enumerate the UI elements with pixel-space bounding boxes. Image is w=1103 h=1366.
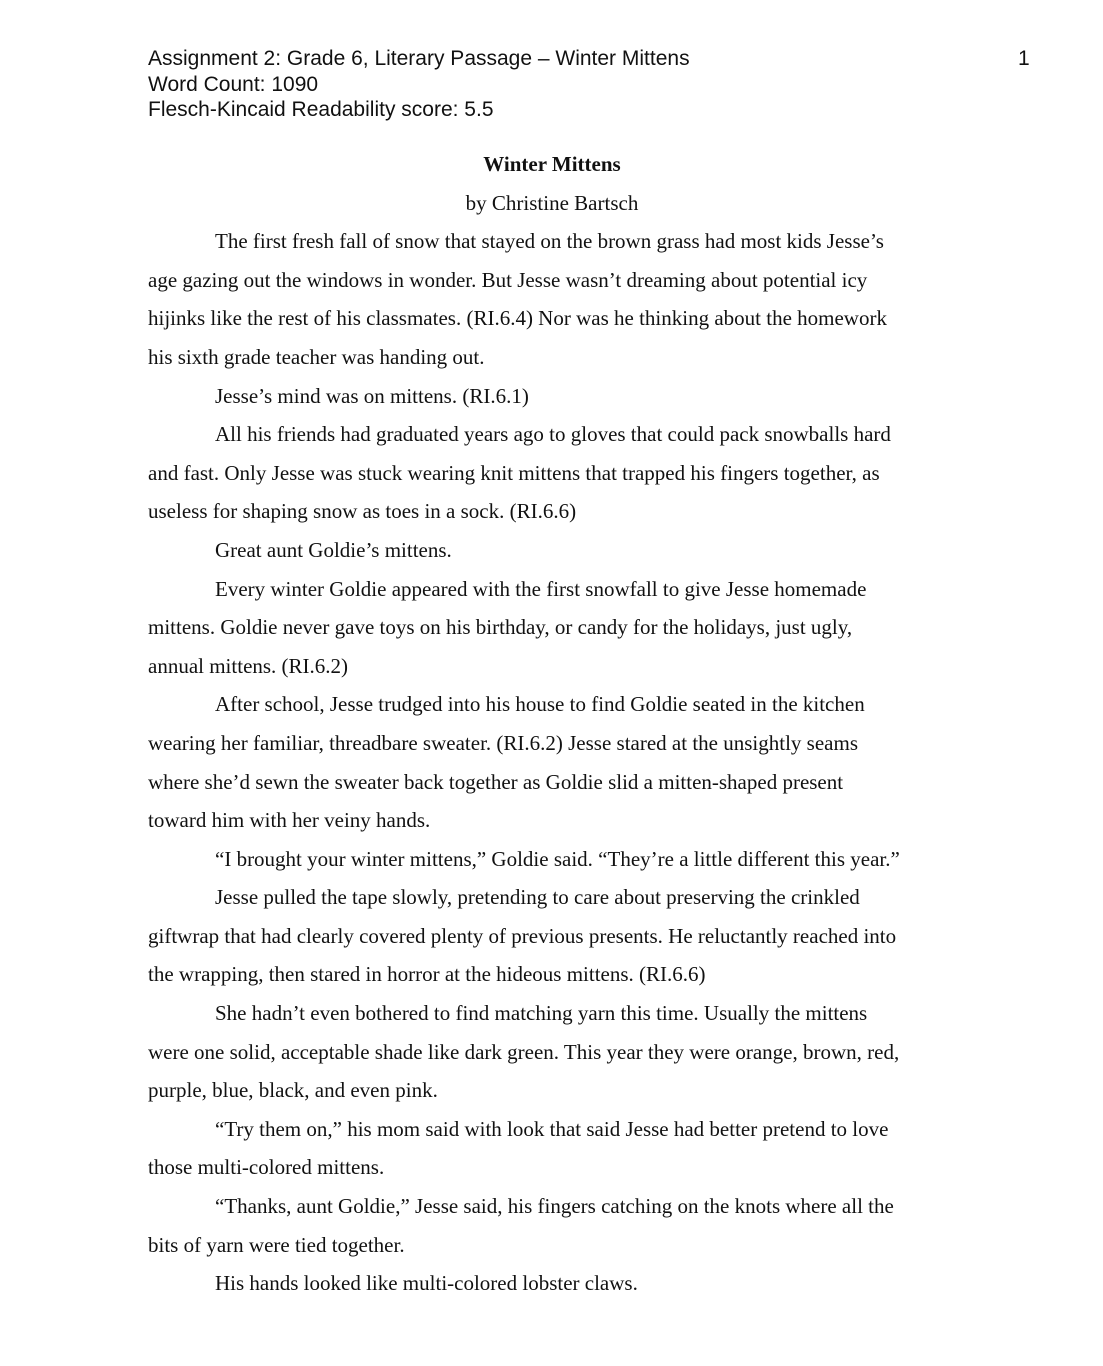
paragraph: “Thanks, aunt Goldie,” Jesse said, his fingers catching on the knots where all the bits of yarn were tied together. — [148, 1194, 894, 1257]
story-byline: by Christine Bartsch — [465, 190, 639, 215]
paragraph: “I brought your winter mittens,” Goldie said. “They’re a little different this year.” — [215, 846, 900, 871]
paragraph: Jesse pulled the tape slowly, pretending to care about preserving the crinkled giftwrap that had clearly covered plenty of previous presents. He reluctantly reached into the wrapping, then stared in horror at the hideous mittens. (RI.6.6) — [148, 885, 897, 987]
paragraph: Every winter Goldie appeared with the first snowfall to give Jesse homemade mittens. Goldie never gave toys on his birthday, or candy for the holidays, just ugly, annual mittens. (RI.6.2) — [148, 576, 867, 678]
paragraph: All his friends had graduated years ago to gloves that could pack snowballs hard and fast. Only Jesse was stuck wearing knit mittens that trapped his fingers together, as useless for shaping snow as toes in a sock. (RI.6.6) — [148, 422, 891, 524]
paragraph: The first fresh fall of snow that stayed on the brown grass had most kids Jesse’s age gazing out the windows in wonder. But Jesse wasn’t dreaming about potential icy hijinks like the rest of his classmates. (RI.6.4) Nor was he thinking about the homework his sixth grade teacher was handing out. — [148, 229, 887, 369]
paragraph: She hadn’t even bothered to find matching yarn this time. Usually the mittens were one solid, acceptable shade like dark green. This year they were orange, brown, red, purple, blue, black, and even pink. — [148, 1001, 900, 1103]
paragraph: After school, Jesse trudged into his house to find Goldie seated in the kitchen wearing her familiar, threadbare sweater. (RI.6.2) Jesse stared at the unsightly seams where she’d sewn the sweater back together as Goldie slid a mitten-shaped present toward him with her veiny hands. — [148, 692, 865, 833]
paragraph: Jesse’s mind was on mittens. (RI.6.1) — [215, 383, 529, 408]
paragraph: “Try them on,” his mom said with look that said Jesse had better pretend to love those multi-colored mittens. — [148, 1116, 889, 1180]
paragraph: Great aunt Goldie’s mittens. — [215, 537, 452, 562]
readability-score: Flesch-Kincaid Readability score: 5.5 — [148, 98, 494, 121]
document-header — [148, 46, 1048, 123]
paragraph: His hands looked like multi-colored lobster claws. — [215, 1271, 638, 1296]
story-body — [148, 145, 956, 1303]
story-title: Winter Mittens — [483, 152, 621, 176]
word-count: Word Count: 1090 — [148, 72, 319, 96]
assignment-title: Assignment 2: Grade 6, Literary Passage – Winter Mittens — [148, 47, 690, 70]
page-number: 1 — [1018, 47, 1030, 70]
